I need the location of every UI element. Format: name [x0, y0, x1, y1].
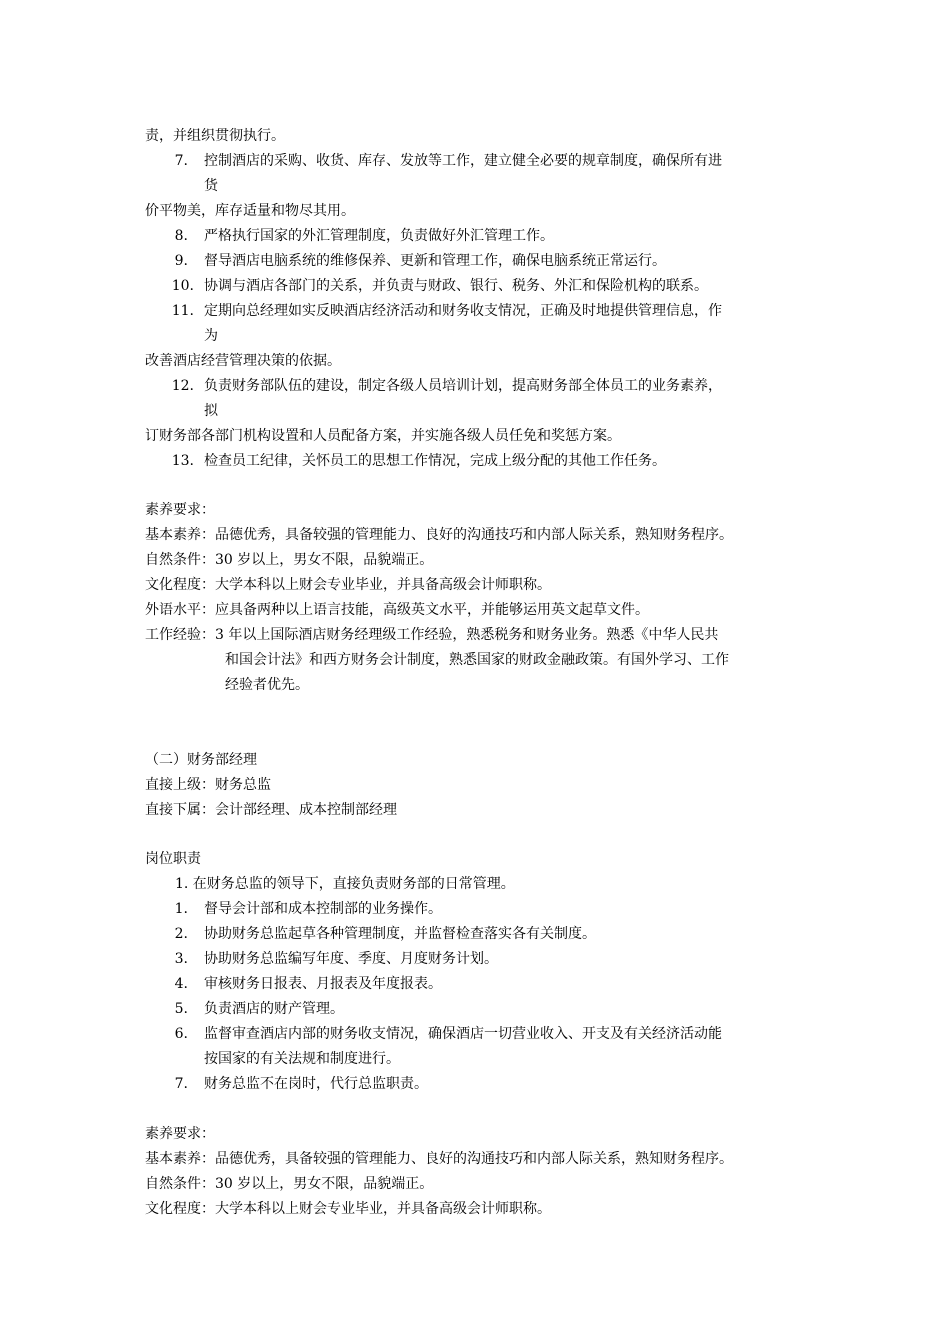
list-number: 8. — [174, 228, 188, 244]
duties-title: 岗位职责 — [145, 851, 201, 867]
list-item: 审核财务日报表、月报表及年度报表。 — [204, 976, 442, 992]
list-item-wrap: 拟 — [204, 403, 218, 419]
list-item: 协助财务总监编写年度、季度、月度财务计划。 — [204, 951, 498, 967]
list-number: 3. — [174, 951, 188, 967]
requirement-text: 大学本科以上财会专业毕业，并具备高级会计师职称。 — [215, 577, 551, 593]
list-item-wrap: 为 — [204, 328, 218, 344]
list-number: 9. — [174, 253, 188, 269]
list-number: 7. — [174, 153, 188, 169]
requirement-text: 3 年以上国际酒店财务经理级工作经验，熟悉税务和财务业务。熟悉《中华人民共 — [215, 627, 719, 643]
duties-intro: 1. 在财务总监的领导下，直接负责财务部的日常管理。 — [175, 876, 515, 892]
requirement-text: 品德优秀，具备较强的管理能力、良好的沟通技巧和内部人际关系，熟知财务程序。 — [215, 527, 733, 543]
requirement-text: 大学本科以上财会专业毕业，并具备高级会计师职称。 — [215, 1201, 551, 1217]
list-item-continuation: 改善酒店经营管理决策的依据。 — [145, 353, 341, 369]
requirement-label: 文化程度： — [145, 577, 215, 593]
list-item-wrap: 按国家的有关法规和制度进行。 — [204, 1051, 400, 1067]
list-number: 12. — [171, 378, 194, 394]
requirement-text: 30 岁以上，男女不限，品貌端正。 — [215, 1176, 434, 1192]
requirement-text: 30 岁以上，男女不限，品貌端正。 — [215, 552, 434, 568]
list-number: 4. — [174, 976, 188, 992]
requirement-label: 自然条件： — [145, 552, 215, 568]
requirement-row — [145, 550, 433, 570]
list-number: 2. — [174, 926, 188, 942]
list-item: 定期向总经理如实反映酒店经济活动和财务收支情况，正确及时地提供管理信息，作 — [204, 303, 722, 319]
direct-superior: 直接上级：财务总监 — [145, 777, 271, 793]
list-item-wrap: 货 — [204, 178, 218, 194]
requirement-row — [145, 1174, 433, 1194]
list-item: 负责财务部队伍的建设，制定各级人员培训计划，提高财务部全体员工的业务素养， — [204, 378, 722, 394]
requirement-label: 基本素养： — [145, 1151, 215, 1167]
list-item: 财务总监不在岗时，代行总监职责。 — [204, 1076, 428, 1092]
list-number: 5. — [174, 1001, 188, 1017]
list-number: 1. — [174, 901, 188, 917]
requirement-row — [145, 625, 718, 645]
list-number: 6. — [174, 1026, 188, 1042]
list-item: 严格执行国家的外汇管理制度，负责做好外汇管理工作。 — [204, 228, 554, 244]
requirements-title: 素养要求： — [145, 1126, 215, 1142]
list-number: 11. — [171, 303, 194, 319]
requirement-row — [145, 1199, 551, 1219]
requirements-title: 素养要求： — [145, 502, 215, 518]
list-item-continuation: 订财务部各部门机构设置和人员配备方案，并实施各级人员任免和奖惩方案。 — [145, 428, 621, 444]
section-title: （二）财务部经理 — [145, 752, 257, 768]
list-number: 10. — [171, 278, 194, 294]
list-item-continuation: 价平物美，库存适量和物尽其用。 — [145, 203, 355, 219]
requirement-row — [145, 575, 551, 595]
requirement-row — [145, 600, 649, 620]
direct-subordinate: 直接下属：会计部经理、成本控制部经理 — [145, 802, 397, 818]
requirement-label: 文化程度： — [145, 1201, 215, 1217]
list-item: 负责酒店的财产管理。 — [204, 1001, 344, 1017]
list-number: 7. — [174, 1076, 188, 1092]
requirement-label: 自然条件： — [145, 1176, 215, 1192]
paragraph-continuation: 责，并组织贯彻执行。 — [145, 128, 285, 144]
list-item: 检查员工纪律，关怀员工的思想工作情况，完成上级分配的其他工作任务。 — [204, 453, 666, 469]
requirement-text-wrap: 经验者优先。 — [225, 677, 309, 693]
requirement-row — [145, 1149, 733, 1169]
requirement-text-wrap: 和国会计法》和西方财务会计制度，熟悉国家的财政金融政策。有国外学习、工作 — [225, 652, 729, 668]
list-item: 督导会计部和成本控制部的业务操作。 — [204, 901, 442, 917]
requirement-label: 工作经验： — [145, 627, 215, 643]
requirement-row — [145, 525, 733, 545]
requirement-text: 应具备两种以上语言技能，高级英文水平，并能够运用英文起草文件。 — [215, 602, 649, 618]
list-item: 协助财务总监起草各种管理制度，并监督检查落实各有关制度。 — [204, 926, 596, 942]
list-number: 13. — [171, 453, 194, 469]
requirement-label: 外语水平： — [145, 602, 215, 618]
requirement-text: 品德优秀，具备较强的管理能力、良好的沟通技巧和内部人际关系，熟知财务程序。 — [215, 1151, 733, 1167]
list-item: 控制酒店的采购、收货、库存、发放等工作，建立健全必要的规章制度，确保所有进 — [204, 153, 722, 169]
requirement-label: 基本素养： — [145, 527, 215, 543]
list-item: 监督审查酒店内部的财务收支情况，确保酒店一切营业收入、开支及有关经济活动能 — [204, 1026, 722, 1042]
list-item: 协调与酒店各部门的关系，并负责与财政、银行、税务、外汇和保险机构的联系。 — [204, 278, 708, 294]
list-item: 督导酒店电脑系统的维修保养、更新和管理工作，确保电脑系统正常运行。 — [204, 253, 666, 269]
